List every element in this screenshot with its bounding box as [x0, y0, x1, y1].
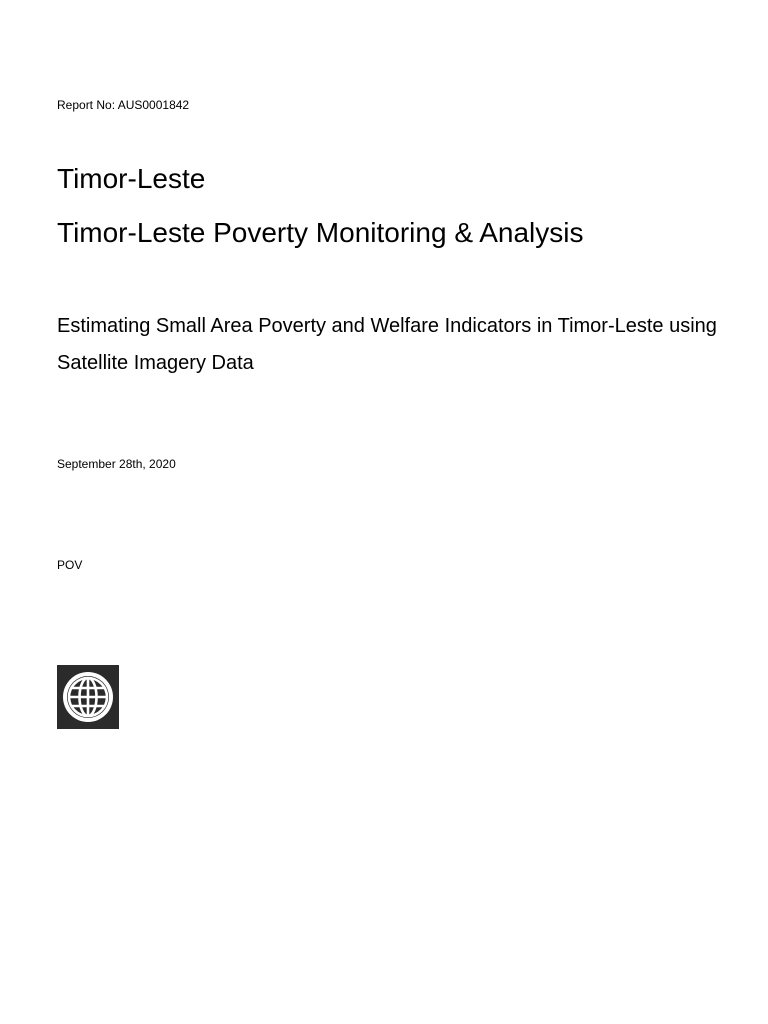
report-number: Report No: AUS0001842 — [57, 98, 190, 112]
document-title: Estimating Small Area Poverty and Welfare Indicators in Timor-Leste using Satellite Imagery Data — [57, 315, 717, 374]
project-title: Timor-Leste Poverty Monitoring & Analysis — [57, 217, 584, 248]
country-title: Timor-Leste — [57, 163, 206, 194]
practice-code: POV — [57, 558, 83, 572]
globe-logo-icon — [57, 665, 119, 729]
report-date: September 28th, 2020 — [57, 457, 176, 471]
